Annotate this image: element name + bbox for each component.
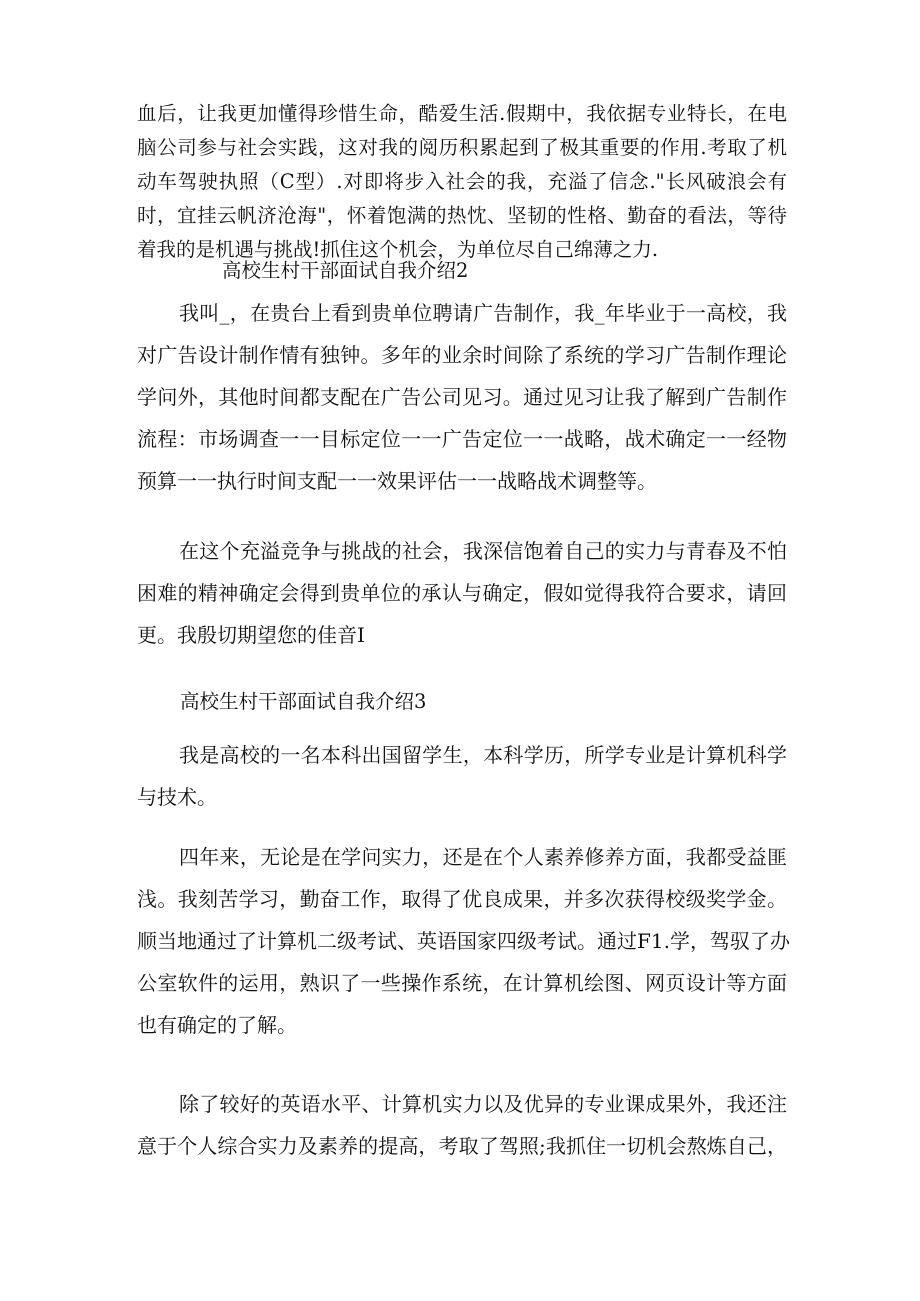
text-line: 时，宜挂云帆济沧海"，怀着饱满的热忱、坚韧的性格、勤奋的看法，等待 (137, 204, 787, 227)
text-line: 预算一一执行时间支配一一效果评估一一战略战术调整等。 (137, 469, 657, 493)
text-line: 公室软件的运用，熟识了一些操作系统，在计算机绘图、网页设计等方面 (137, 971, 787, 995)
text-line: 更。我殷切期望您的佳音I (137, 623, 365, 647)
text-line: 流程：市场调查一一目标定位一一广告定位一一战略，战术确定一一经物 (137, 427, 787, 451)
section-2-paragraph-2 (137, 530, 787, 656)
text-line: 动车驾驶执照（C型）.对即将步入社会的我，充溢了信念."长风破浪会有 (137, 170, 787, 193)
text-line: 在这个充溢竞争与挑战的社会，我深信饱着自己的实力与青春及不怕 (179, 539, 787, 563)
text-line: 四年来，无论是在学问实力，还是在个人素养修养方面，我都受益匪 (179, 845, 787, 869)
text-line: 顺当地通过了计算机二级考试、英语国家四级考试。通过F1.学，驾驭了办 (137, 929, 790, 953)
section-2-paragraph-1 (137, 292, 787, 502)
section-3-paragraph-3 (137, 1083, 787, 1167)
section-3-paragraph-1 (137, 734, 787, 818)
section-2-heading: 高校生村干部面试自我介绍2 (222, 259, 469, 282)
text-line: 着我的是机遇与挑战!抓住这个机会，为单位尽自己绵薄之力. (137, 238, 659, 261)
intro-paragraph (137, 97, 787, 267)
text-line: 除了较好的英语水平、计算机实力以及优异的专业课成果外，我还注 (179, 1092, 787, 1116)
section-3-heading: 高校生村干部面试自我介绍3 (180, 690, 427, 713)
text-line: 我是高校的一名本科出国留学生，本科学历，所学专业是计算机科学 (179, 743, 787, 767)
text-line: 浅。我刻苦学习，勤奋工作，取得了优良成果，并多次获得校级奖学金。 (137, 887, 787, 911)
section-3-paragraph-2 (137, 836, 790, 1046)
text-line: 与技术。 (137, 785, 217, 809)
text-line: 血后，让我更加懂得珍惜生命，酷爱生活.假期中，我依据专业特长，在电 (137, 102, 787, 125)
text-line: 我叫_，在贵台上看到贵单位聘请广告制作，我_年毕业于一高校，我 (179, 301, 787, 325)
text-line: 也有确定的了解。 (137, 1013, 297, 1037)
text-line: 意于个人综合实力及素养的提高，考取了驾照;我抓住一切机会熬炼自己， (137, 1134, 787, 1158)
text-line: 脑公司参与社会实践，这对我的阅历积累起到了极其重要的作用.考取了机 (137, 136, 787, 159)
text-line: 学问外，其他时间都支配在广告公司见习。通过见习让我了解到广告制作 (137, 385, 787, 409)
text-line: 困难的精神确定会得到贵单位的承认与确定，假如觉得我符合要求，请回 (137, 581, 787, 605)
text-line: 对广告设计制作情有独钟。多年的业余时间除了系统的学习广告制作理论 (137, 343, 787, 367)
